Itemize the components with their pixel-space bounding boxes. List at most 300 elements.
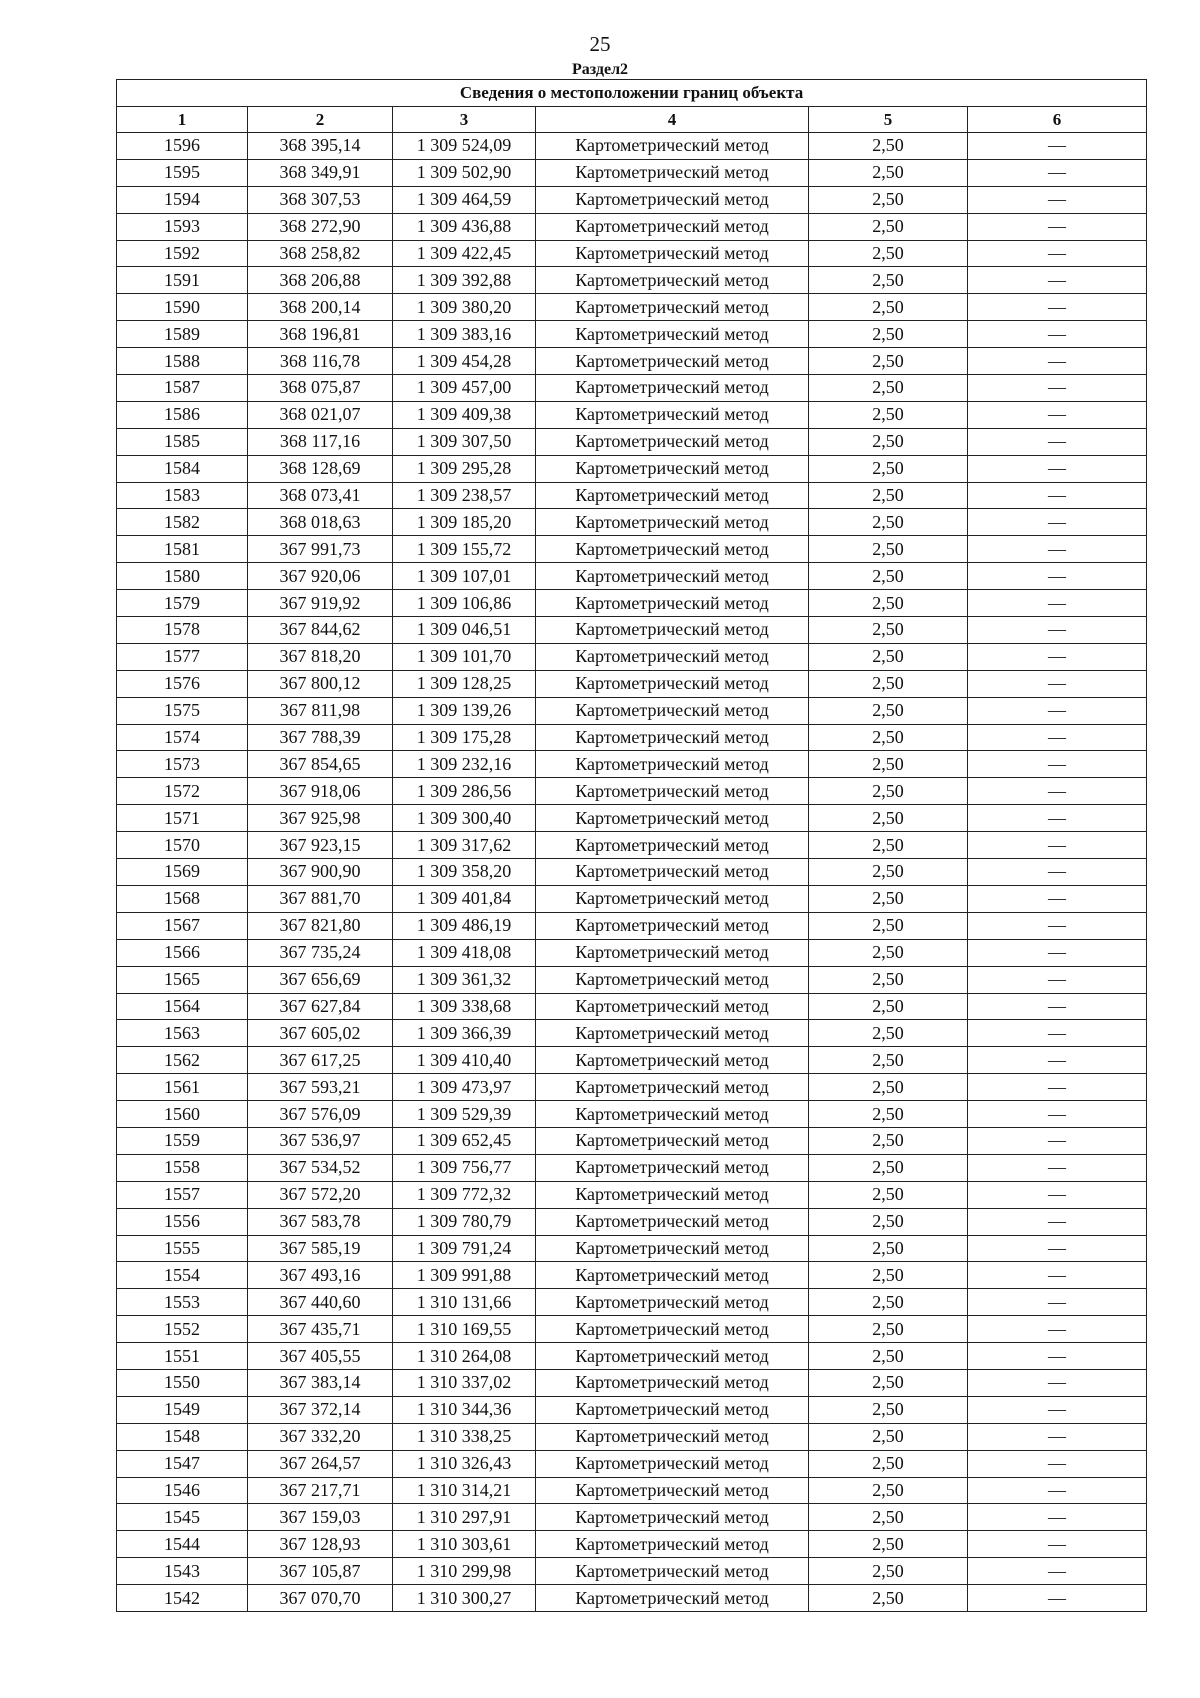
point-number-cell: 1591: [117, 267, 248, 294]
y-coordinate-cell: 1 309 772,32: [393, 1181, 536, 1208]
point-number-cell: 1586: [117, 401, 248, 428]
method-cell: Картометрический метод: [536, 1423, 809, 1450]
note-cell: —: [968, 885, 1147, 912]
accuracy-cell: 2,50: [809, 401, 968, 428]
accuracy-cell: 2,50: [809, 1047, 968, 1074]
y-coordinate-cell: 1 310 338,25: [393, 1423, 536, 1450]
point-number-cell: 1566: [117, 939, 248, 966]
method-cell: Картометрический метод: [536, 482, 809, 509]
point-number-cell: 1579: [117, 590, 248, 617]
x-coordinate-cell: 368 073,41: [248, 482, 393, 509]
method-cell: Картометрический метод: [536, 1262, 809, 1289]
note-cell: —: [968, 321, 1147, 348]
accuracy-cell: 2,50: [809, 133, 968, 160]
table-row: [117, 294, 1147, 321]
note-cell: —: [968, 805, 1147, 832]
point-number-cell: 1544: [117, 1531, 248, 1558]
point-number-cell: 1592: [117, 240, 248, 267]
point-number-cell: 1556: [117, 1208, 248, 1235]
table-row: [117, 428, 1147, 455]
note-cell: —: [968, 1504, 1147, 1531]
note-cell: —: [968, 1208, 1147, 1235]
accuracy-cell: 2,50: [809, 348, 968, 375]
table-row: [117, 1531, 1147, 1558]
y-coordinate-cell: 1 310 131,66: [393, 1289, 536, 1316]
y-coordinate-cell: 1 309 780,79: [393, 1208, 536, 1235]
x-coordinate-cell: 367 332,20: [248, 1423, 393, 1450]
method-cell: Картометрический метод: [536, 348, 809, 375]
table-row: [117, 1343, 1147, 1370]
x-coordinate-cell: 367 821,80: [248, 912, 393, 939]
y-coordinate-cell: 1 310 314,21: [393, 1477, 536, 1504]
accuracy-cell: 2,50: [809, 643, 968, 670]
accuracy-cell: 2,50: [809, 805, 968, 832]
method-cell: Картометрический метод: [536, 1531, 809, 1558]
y-coordinate-cell: 1 309 464,59: [393, 186, 536, 213]
y-coordinate-cell: 1 309 101,70: [393, 643, 536, 670]
method-cell: Картометрический метод: [536, 966, 809, 993]
method-cell: Картометрический метод: [536, 724, 809, 751]
table-row: [117, 670, 1147, 697]
note-cell: —: [968, 590, 1147, 617]
x-coordinate-cell: 368 128,69: [248, 455, 393, 482]
x-coordinate-cell: 367 264,57: [248, 1450, 393, 1477]
accuracy-cell: 2,50: [809, 1316, 968, 1343]
point-number-cell: 1594: [117, 186, 248, 213]
point-number-cell: 1557: [117, 1181, 248, 1208]
table-row: [117, 778, 1147, 805]
method-cell: Картометрический метод: [536, 186, 809, 213]
y-coordinate-cell: 1 310 326,43: [393, 1450, 536, 1477]
note-cell: —: [968, 697, 1147, 724]
x-coordinate-cell: 367 159,03: [248, 1504, 393, 1531]
method-cell: Картометрический метод: [536, 1101, 809, 1128]
method-cell: Картометрический метод: [536, 590, 809, 617]
method-cell: Картометрический метод: [536, 1450, 809, 1477]
y-coordinate-cell: 1 309 409,38: [393, 401, 536, 428]
accuracy-cell: 2,50: [809, 1101, 968, 1128]
column-header-4: 4: [536, 107, 809, 133]
x-coordinate-cell: 368 196,81: [248, 321, 393, 348]
method-cell: Картометрический метод: [536, 1047, 809, 1074]
accuracy-cell: 2,50: [809, 697, 968, 724]
accuracy-cell: 2,50: [809, 267, 968, 294]
accuracy-cell: 2,50: [809, 1558, 968, 1585]
y-coordinate-cell: 1 309 317,62: [393, 832, 536, 859]
point-number-cell: 1542: [117, 1585, 248, 1612]
note-cell: —: [968, 1262, 1147, 1289]
y-coordinate-cell: 1 309 436,88: [393, 213, 536, 240]
method-cell: Картометрический метод: [536, 1585, 809, 1612]
point-number-cell: 1588: [117, 348, 248, 375]
table-row: [117, 321, 1147, 348]
y-coordinate-cell: 1 309 286,56: [393, 778, 536, 805]
note-cell: —: [968, 267, 1147, 294]
point-number-cell: 1581: [117, 536, 248, 563]
accuracy-cell: 2,50: [809, 1423, 968, 1450]
note-cell: —: [968, 1316, 1147, 1343]
accuracy-cell: 2,50: [809, 186, 968, 213]
table-header-row: [117, 107, 1147, 133]
y-coordinate-cell: 1 309 524,09: [393, 133, 536, 160]
y-coordinate-cell: 1 310 337,02: [393, 1369, 536, 1396]
accuracy-cell: 2,50: [809, 1020, 968, 1047]
table-row: [117, 832, 1147, 859]
table-row: [117, 697, 1147, 724]
table-row: [117, 859, 1147, 886]
method-cell: Картометрический метод: [536, 509, 809, 536]
point-number-cell: 1546: [117, 1477, 248, 1504]
point-number-cell: 1559: [117, 1127, 248, 1154]
y-coordinate-cell: 1 309 410,40: [393, 1047, 536, 1074]
method-cell: Картометрический метод: [536, 1208, 809, 1235]
table-caption: Сведения о местоположении границ объекта: [117, 80, 1147, 107]
method-cell: Картометрический метод: [536, 1369, 809, 1396]
accuracy-cell: 2,50: [809, 563, 968, 590]
x-coordinate-cell: 367 991,73: [248, 536, 393, 563]
column-header-2: 2: [248, 107, 393, 133]
method-cell: Картометрический метод: [536, 1074, 809, 1101]
note-cell: —: [968, 643, 1147, 670]
y-coordinate-cell: 1 309 418,08: [393, 939, 536, 966]
accuracy-cell: 2,50: [809, 1531, 968, 1558]
y-coordinate-cell: 1 309 300,40: [393, 805, 536, 832]
method-cell: Картометрический метод: [536, 912, 809, 939]
method-cell: Картометрический метод: [536, 455, 809, 482]
note-cell: —: [968, 1074, 1147, 1101]
table-row: [117, 724, 1147, 751]
note-cell: —: [968, 375, 1147, 402]
x-coordinate-cell: 367 070,70: [248, 1585, 393, 1612]
method-cell: Картометрический метод: [536, 375, 809, 402]
point-number-cell: 1567: [117, 912, 248, 939]
x-coordinate-cell: 367 881,70: [248, 885, 393, 912]
table-row: [117, 1585, 1147, 1612]
point-number-cell: 1593: [117, 213, 248, 240]
note-cell: —: [968, 1450, 1147, 1477]
x-coordinate-cell: 367 105,87: [248, 1558, 393, 1585]
accuracy-cell: 2,50: [809, 536, 968, 563]
point-number-cell: 1583: [117, 482, 248, 509]
accuracy-cell: 2,50: [809, 1585, 968, 1612]
y-coordinate-cell: 1 309 457,00: [393, 375, 536, 402]
accuracy-cell: 2,50: [809, 240, 968, 267]
accuracy-cell: 2,50: [809, 375, 968, 402]
method-cell: Картометрический метод: [536, 133, 809, 160]
y-coordinate-cell: 1 309 529,39: [393, 1101, 536, 1128]
table-row: [117, 1450, 1147, 1477]
x-coordinate-cell: 367 440,60: [248, 1289, 393, 1316]
table-row: [117, 885, 1147, 912]
accuracy-cell: 2,50: [809, 1369, 968, 1396]
x-coordinate-cell: 367 900,90: [248, 859, 393, 886]
y-coordinate-cell: 1 310 264,08: [393, 1343, 536, 1370]
method-cell: Картометрический метод: [536, 617, 809, 644]
x-coordinate-cell: 367 854,65: [248, 751, 393, 778]
column-header-1: 1: [117, 107, 248, 133]
point-number-cell: 1552: [117, 1316, 248, 1343]
point-number-cell: 1575: [117, 697, 248, 724]
point-number-cell: 1571: [117, 805, 248, 832]
note-cell: —: [968, 617, 1147, 644]
accuracy-cell: 2,50: [809, 1450, 968, 1477]
method-cell: Картометрический метод: [536, 401, 809, 428]
method-cell: Картометрический метод: [536, 885, 809, 912]
note-cell: —: [968, 348, 1147, 375]
note-cell: —: [968, 751, 1147, 778]
table-row: [117, 186, 1147, 213]
table-body: [117, 133, 1147, 1612]
method-cell: Картометрический метод: [536, 1127, 809, 1154]
note-cell: —: [968, 509, 1147, 536]
column-header-3: 3: [393, 107, 536, 133]
y-coordinate-cell: 1 309 232,16: [393, 751, 536, 778]
accuracy-cell: 2,50: [809, 294, 968, 321]
y-coordinate-cell: 1 309 422,45: [393, 240, 536, 267]
y-coordinate-cell: 1 309 107,01: [393, 563, 536, 590]
x-coordinate-cell: 367 536,97: [248, 1127, 393, 1154]
x-coordinate-cell: 368 117,16: [248, 428, 393, 455]
note-cell: —: [968, 939, 1147, 966]
x-coordinate-cell: 367 811,98: [248, 697, 393, 724]
note-cell: —: [968, 428, 1147, 455]
section-title: Раздел2: [571, 61, 629, 78]
table-row: [117, 1047, 1147, 1074]
x-coordinate-cell: 367 593,21: [248, 1074, 393, 1101]
y-coordinate-cell: 1 309 238,57: [393, 482, 536, 509]
note-cell: —: [968, 1423, 1147, 1450]
point-number-cell: 1553: [117, 1289, 248, 1316]
accuracy-cell: 2,50: [809, 1154, 968, 1181]
method-cell: Картометрический метод: [536, 778, 809, 805]
point-number-cell: 1576: [117, 670, 248, 697]
method-cell: Картометрический метод: [536, 1558, 809, 1585]
method-cell: Картометрический метод: [536, 751, 809, 778]
accuracy-cell: 2,50: [809, 885, 968, 912]
y-coordinate-cell: 1 309 486,19: [393, 912, 536, 939]
point-number-cell: 1551: [117, 1343, 248, 1370]
point-number-cell: 1548: [117, 1423, 248, 1450]
accuracy-cell: 2,50: [809, 1208, 968, 1235]
y-coordinate-cell: 1 309 756,77: [393, 1154, 536, 1181]
x-coordinate-cell: 367 405,55: [248, 1343, 393, 1370]
x-coordinate-cell: 367 128,93: [248, 1531, 393, 1558]
point-number-cell: 1595: [117, 159, 248, 186]
method-cell: Картометрический метод: [536, 859, 809, 886]
table-row: [117, 1558, 1147, 1585]
table-caption-row: [117, 80, 1147, 107]
note-cell: —: [968, 159, 1147, 186]
accuracy-cell: 2,50: [809, 1262, 968, 1289]
x-coordinate-cell: 367 617,25: [248, 1047, 393, 1074]
method-cell: Картометрический метод: [536, 1396, 809, 1423]
table-row: [117, 1369, 1147, 1396]
table-row: [117, 993, 1147, 1020]
point-number-cell: 1547: [117, 1450, 248, 1477]
table-row: [117, 133, 1147, 160]
x-coordinate-cell: 368 206,88: [248, 267, 393, 294]
table-row: [117, 617, 1147, 644]
accuracy-cell: 2,50: [809, 1127, 968, 1154]
point-number-cell: 1596: [117, 133, 248, 160]
accuracy-cell: 2,50: [809, 993, 968, 1020]
accuracy-cell: 2,50: [809, 482, 968, 509]
point-number-cell: 1574: [117, 724, 248, 751]
y-coordinate-cell: 1 309 338,68: [393, 993, 536, 1020]
y-coordinate-cell: 1 309 392,88: [393, 267, 536, 294]
table-row: [117, 643, 1147, 670]
point-number-cell: 1562: [117, 1047, 248, 1074]
table-row: [117, 1074, 1147, 1101]
method-cell: Картометрический метод: [536, 294, 809, 321]
table-row: [117, 1154, 1147, 1181]
method-cell: Картометрический метод: [536, 213, 809, 240]
accuracy-cell: 2,50: [809, 617, 968, 644]
table-row: [117, 159, 1147, 186]
point-number-cell: 1558: [117, 1154, 248, 1181]
method-cell: Картометрический метод: [536, 321, 809, 348]
x-coordinate-cell: 368 021,07: [248, 401, 393, 428]
table-row: [117, 482, 1147, 509]
method-cell: Картометрический метод: [536, 1504, 809, 1531]
x-coordinate-cell: 368 018,63: [248, 509, 393, 536]
point-number-cell: 1545: [117, 1504, 248, 1531]
accuracy-cell: 2,50: [809, 670, 968, 697]
table-row: [117, 1208, 1147, 1235]
accuracy-cell: 2,50: [809, 832, 968, 859]
note-cell: —: [968, 832, 1147, 859]
boundary-coordinates-table: [116, 79, 1147, 1612]
table-row: [117, 536, 1147, 563]
accuracy-cell: 2,50: [809, 778, 968, 805]
note-cell: —: [968, 1558, 1147, 1585]
method-cell: Картометрический метод: [536, 1316, 809, 1343]
x-coordinate-cell: 367 372,14: [248, 1396, 393, 1423]
accuracy-cell: 2,50: [809, 912, 968, 939]
accuracy-cell: 2,50: [809, 509, 968, 536]
note-cell: —: [968, 912, 1147, 939]
y-coordinate-cell: 1 309 383,16: [393, 321, 536, 348]
x-coordinate-cell: 367 576,09: [248, 1101, 393, 1128]
note-cell: —: [968, 724, 1147, 751]
note-cell: —: [968, 778, 1147, 805]
point-number-cell: 1563: [117, 1020, 248, 1047]
accuracy-cell: 2,50: [809, 590, 968, 617]
table-row: [117, 751, 1147, 778]
x-coordinate-cell: 367 493,16: [248, 1262, 393, 1289]
x-coordinate-cell: 368 395,14: [248, 133, 393, 160]
accuracy-cell: 2,50: [809, 321, 968, 348]
y-coordinate-cell: 1 309 366,39: [393, 1020, 536, 1047]
x-coordinate-cell: 367 217,71: [248, 1477, 393, 1504]
note-cell: —: [968, 482, 1147, 509]
y-coordinate-cell: 1 309 128,25: [393, 670, 536, 697]
point-number-cell: 1584: [117, 455, 248, 482]
note-cell: —: [968, 455, 1147, 482]
note-cell: —: [968, 1477, 1147, 1504]
point-number-cell: 1565: [117, 966, 248, 993]
note-cell: —: [968, 670, 1147, 697]
point-number-cell: 1590: [117, 294, 248, 321]
x-coordinate-cell: 367 605,02: [248, 1020, 393, 1047]
note-cell: —: [968, 966, 1147, 993]
x-coordinate-cell: 367 435,71: [248, 1316, 393, 1343]
table-row: [117, 590, 1147, 617]
point-number-cell: 1555: [117, 1235, 248, 1262]
table-row: [117, 1020, 1147, 1047]
y-coordinate-cell: 1 309 380,20: [393, 294, 536, 321]
method-cell: Картометрический метод: [536, 563, 809, 590]
y-coordinate-cell: 1 310 299,98: [393, 1558, 536, 1585]
y-coordinate-cell: 1 309 185,20: [393, 509, 536, 536]
y-coordinate-cell: 1 309 401,84: [393, 885, 536, 912]
x-coordinate-cell: 367 534,52: [248, 1154, 393, 1181]
accuracy-cell: 2,50: [809, 939, 968, 966]
table-row: [117, 1262, 1147, 1289]
x-coordinate-cell: 367 735,24: [248, 939, 393, 966]
x-coordinate-cell: 368 258,82: [248, 240, 393, 267]
accuracy-cell: 2,50: [809, 1343, 968, 1370]
table-row: [117, 213, 1147, 240]
table-row: [117, 966, 1147, 993]
method-cell: Картометрический метод: [536, 1154, 809, 1181]
method-cell: Картометрический метод: [536, 1235, 809, 1262]
x-coordinate-cell: 368 349,91: [248, 159, 393, 186]
x-coordinate-cell: 367 844,62: [248, 617, 393, 644]
table-row: [117, 805, 1147, 832]
method-cell: Картометрический метод: [536, 1020, 809, 1047]
x-coordinate-cell: 367 627,84: [248, 993, 393, 1020]
method-cell: Картометрический метод: [536, 428, 809, 455]
point-number-cell: 1578: [117, 617, 248, 644]
note-cell: —: [968, 1369, 1147, 1396]
y-coordinate-cell: 1 309 502,90: [393, 159, 536, 186]
point-number-cell: 1585: [117, 428, 248, 455]
accuracy-cell: 2,50: [809, 1181, 968, 1208]
method-cell: Картометрический метод: [536, 1181, 809, 1208]
y-coordinate-cell: 1 309 454,28: [393, 348, 536, 375]
y-coordinate-cell: 1 309 295,28: [393, 455, 536, 482]
accuracy-cell: 2,50: [809, 966, 968, 993]
y-coordinate-cell: 1 309 473,97: [393, 1074, 536, 1101]
method-cell: Картометрический метод: [536, 939, 809, 966]
x-coordinate-cell: 368 075,87: [248, 375, 393, 402]
method-cell: Картометрический метод: [536, 1289, 809, 1316]
point-number-cell: 1573: [117, 751, 248, 778]
table-row: [117, 1316, 1147, 1343]
x-coordinate-cell: 367 585,19: [248, 1235, 393, 1262]
y-coordinate-cell: 1 309 361,32: [393, 966, 536, 993]
method-cell: Картометрический метод: [536, 1477, 809, 1504]
point-number-cell: 1549: [117, 1396, 248, 1423]
accuracy-cell: 2,50: [809, 724, 968, 751]
accuracy-cell: 2,50: [809, 1396, 968, 1423]
method-cell: Картометрический метод: [536, 643, 809, 670]
x-coordinate-cell: 368 272,90: [248, 213, 393, 240]
accuracy-cell: 2,50: [809, 1074, 968, 1101]
table-row: [117, 1289, 1147, 1316]
note-cell: —: [968, 294, 1147, 321]
point-number-cell: 1554: [117, 1262, 248, 1289]
point-number-cell: 1577: [117, 643, 248, 670]
note-cell: —: [968, 1101, 1147, 1128]
x-coordinate-cell: 367 919,92: [248, 590, 393, 617]
table-row: [117, 1504, 1147, 1531]
point-number-cell: 1564: [117, 993, 248, 1020]
y-coordinate-cell: 1 310 344,36: [393, 1396, 536, 1423]
y-coordinate-cell: 1 309 991,88: [393, 1262, 536, 1289]
note-cell: —: [968, 1020, 1147, 1047]
